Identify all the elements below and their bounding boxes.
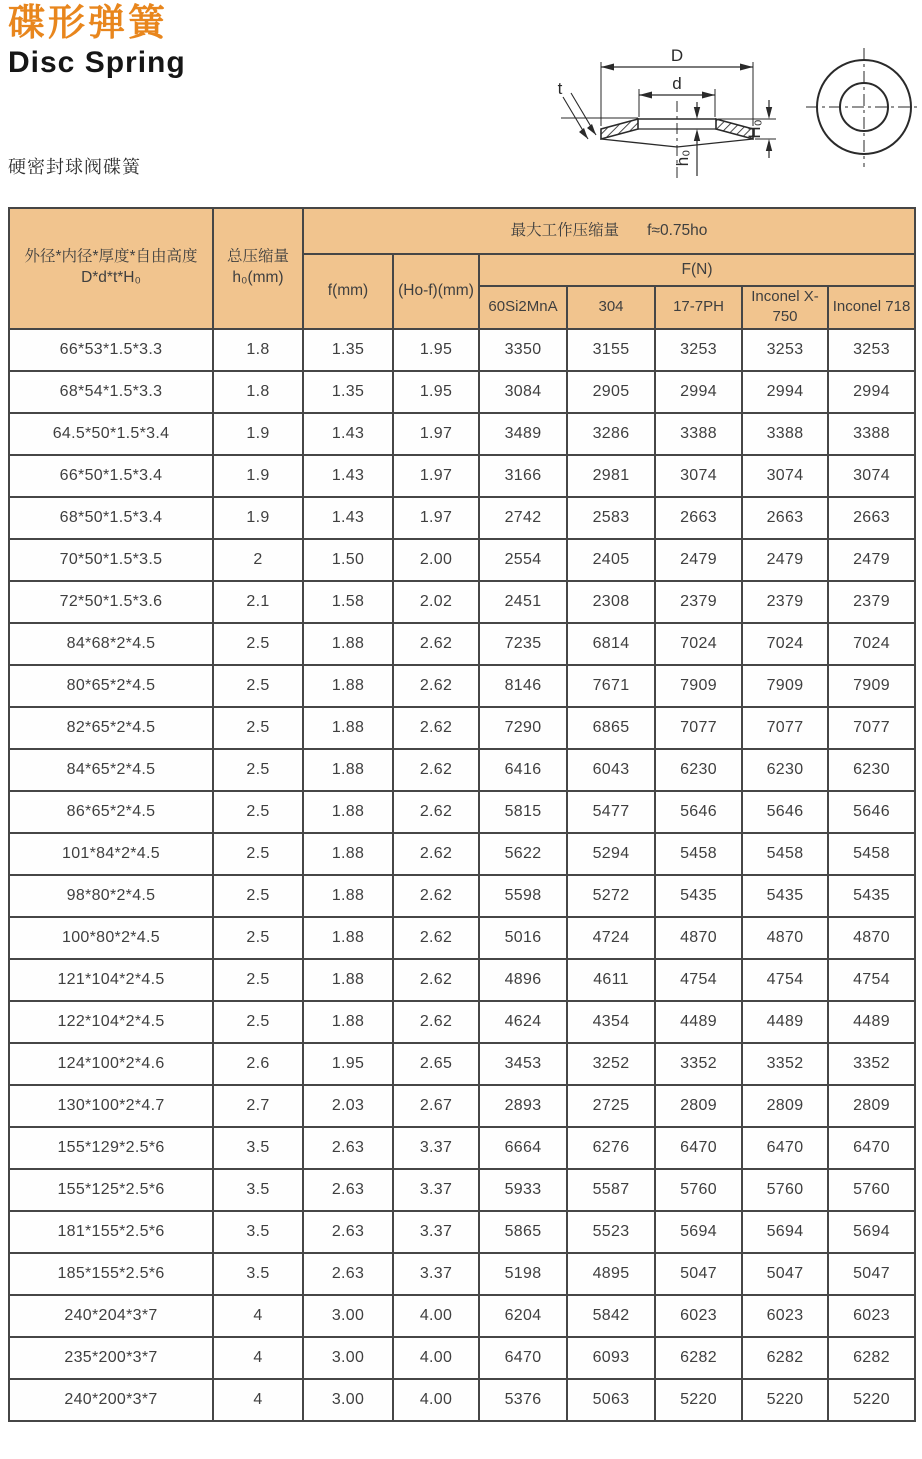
cell-spec: 155*129*2.5*6	[9, 1127, 213, 1169]
cell-value: 2.63	[303, 1127, 393, 1169]
cell-value: 6664	[479, 1127, 567, 1169]
cell-value: 3074	[655, 455, 742, 497]
cell-value: 1.43	[303, 413, 393, 455]
cell-value: 7077	[742, 707, 828, 749]
cell-value: 2	[213, 539, 303, 581]
cell-value: 3352	[655, 1043, 742, 1085]
cell-value: 6093	[567, 1337, 655, 1379]
cell-value: 2742	[479, 497, 567, 539]
header-material-304: 304	[567, 286, 655, 329]
cell-value: 1.9	[213, 455, 303, 497]
cell-value: 2554	[479, 539, 567, 581]
cell-value: 4	[213, 1337, 303, 1379]
cell-spec: 70*50*1.5*3.5	[9, 539, 213, 581]
cell-value: 2.62	[393, 665, 479, 707]
header-ho-minus-f-column: (Ho-f)(mm)	[393, 254, 479, 329]
disc-spring-top-view	[806, 48, 919, 167]
cell-value: 6282	[742, 1337, 828, 1379]
disc-spring-technical-drawing	[548, 34, 920, 202]
cell-value: 4624	[479, 1001, 567, 1043]
cell-value: 5435	[655, 875, 742, 917]
cell-value: 7077	[828, 707, 915, 749]
cell-value: 5646	[655, 791, 742, 833]
table-row	[9, 749, 915, 791]
cell-value: 4896	[479, 959, 567, 1001]
cell-value: 6470	[828, 1127, 915, 1169]
cell-value: 6282	[828, 1337, 915, 1379]
cell-value: 2.1	[213, 581, 303, 623]
cell-value: 2.62	[393, 749, 479, 791]
cell-value: 7909	[828, 665, 915, 707]
cell-value: 5646	[828, 791, 915, 833]
cell-value: 2725	[567, 1085, 655, 1127]
cell-value: 5047	[655, 1253, 742, 1295]
table-row	[9, 1337, 915, 1379]
cell-value: 4	[213, 1295, 303, 1337]
table-row	[9, 917, 915, 959]
table-body	[9, 329, 915, 1421]
cell-value: 4	[213, 1379, 303, 1421]
cell-value: 6865	[567, 707, 655, 749]
cell-value: 4489	[655, 1001, 742, 1043]
cell-value: 2.5	[213, 749, 303, 791]
label-free-height: H₀	[745, 119, 764, 139]
cell-spec: 240*200*3*7	[9, 1379, 213, 1421]
cell-value: 2379	[655, 581, 742, 623]
cell-value: 6043	[567, 749, 655, 791]
header-max-compression	[303, 208, 915, 254]
table-row	[9, 1043, 915, 1085]
cell-value: 5458	[742, 833, 828, 875]
label-thickness: t	[557, 79, 563, 98]
table-row	[9, 1127, 915, 1169]
table-header	[9, 208, 915, 329]
cell-value: 3253	[655, 329, 742, 371]
cell-value: 2.62	[393, 875, 479, 917]
cell-value: 4724	[567, 917, 655, 959]
cell-value: 3.00	[303, 1337, 393, 1379]
cell-value: 3.37	[393, 1127, 479, 1169]
cell-value: 6023	[655, 1295, 742, 1337]
page-title-chinese: 碟形弹簧	[8, 2, 168, 43]
cell-value: 4754	[742, 959, 828, 1001]
cell-value: 6470	[479, 1337, 567, 1379]
cell-value: 3.00	[303, 1295, 393, 1337]
cell-value: 3489	[479, 413, 567, 455]
cell-value: 1.9	[213, 413, 303, 455]
cell-value: 7024	[655, 623, 742, 665]
cell-value: 2479	[828, 539, 915, 581]
cell-value: 3.37	[393, 1169, 479, 1211]
cell-value: 2.5	[213, 665, 303, 707]
cell-value: 5458	[655, 833, 742, 875]
table-row	[9, 791, 915, 833]
table-row	[9, 1085, 915, 1127]
table-row	[9, 959, 915, 1001]
cell-value: 2.5	[213, 917, 303, 959]
cell-value: 1.95	[303, 1043, 393, 1085]
cell-value: 3350	[479, 329, 567, 371]
cell-value: 3388	[828, 413, 915, 455]
cell-value: 1.50	[303, 539, 393, 581]
cell-spec: 98*80*2*4.5	[9, 875, 213, 917]
cell-value: 2451	[479, 581, 567, 623]
cell-value: 2809	[828, 1085, 915, 1127]
cell-value: 4611	[567, 959, 655, 1001]
cell-spec: 66*50*1.5*3.4	[9, 455, 213, 497]
cell-value: 5458	[828, 833, 915, 875]
cell-value: 3.5	[213, 1211, 303, 1253]
cell-spec: 72*50*1.5*3.6	[9, 581, 213, 623]
cell-value: 5694	[655, 1211, 742, 1253]
cell-value: 1.95	[393, 371, 479, 413]
cell-value: 5842	[567, 1295, 655, 1337]
cell-value: 5694	[828, 1211, 915, 1253]
cell-value: 4.00	[393, 1379, 479, 1421]
cell-spec: 235*200*3*7	[9, 1337, 213, 1379]
cell-value: 2.03	[303, 1085, 393, 1127]
header-total-compression-line1: 总压缩量	[226, 248, 289, 266]
cell-value: 6230	[742, 749, 828, 791]
header-spec-line2: D*d*t*H₀	[81, 269, 141, 287]
cell-value: 4870	[742, 917, 828, 959]
cell-value: 5220	[742, 1379, 828, 1421]
cell-value: 1.88	[303, 623, 393, 665]
cell-value: 1.88	[303, 875, 393, 917]
cell-spec: 68*50*1.5*3.4	[9, 497, 213, 539]
cell-value: 4489	[742, 1001, 828, 1043]
cell-value: 5622	[479, 833, 567, 875]
cell-value: 1.8	[213, 329, 303, 371]
table-row	[9, 1169, 915, 1211]
cell-value: 3286	[567, 413, 655, 455]
cell-value: 2.62	[393, 1001, 479, 1043]
header-force-column: F(N)	[479, 254, 915, 286]
cell-value: 2.5	[213, 833, 303, 875]
cell-value: 7909	[655, 665, 742, 707]
cell-value: 2905	[567, 371, 655, 413]
cell-value: 1.97	[393, 455, 479, 497]
cell-value: 1.88	[303, 917, 393, 959]
cell-value: 2.5	[213, 791, 303, 833]
cell-value: 2994	[828, 371, 915, 413]
cell-value: 3155	[567, 329, 655, 371]
cell-value: 1.97	[393, 413, 479, 455]
cell-value: 5435	[742, 875, 828, 917]
cell-value: 4.00	[393, 1295, 479, 1337]
header-total-compression-line2: h₀(mm)	[232, 269, 284, 287]
cell-value: 4489	[828, 1001, 915, 1043]
cell-value: 2308	[567, 581, 655, 623]
table-row	[9, 1253, 915, 1295]
cell-value: 5523	[567, 1211, 655, 1253]
cell-value: 2981	[567, 455, 655, 497]
cell-value: 6230	[828, 749, 915, 791]
cell-value: 3388	[655, 413, 742, 455]
table-row	[9, 707, 915, 749]
cell-spec: 82*65*2*4.5	[9, 707, 213, 749]
table-row	[9, 413, 915, 455]
cell-value: 3352	[742, 1043, 828, 1085]
cell-value: 2479	[655, 539, 742, 581]
cell-value: 2.6	[213, 1043, 303, 1085]
cell-value: 7909	[742, 665, 828, 707]
header-max-compression-formula: f≈0.75ho	[647, 221, 708, 239]
cell-value: 7024	[742, 623, 828, 665]
cell-value: 1.88	[303, 833, 393, 875]
table-row	[9, 497, 915, 539]
cell-spec: 84*65*2*4.5	[9, 749, 213, 791]
cell-spec: 86*65*2*4.5	[9, 791, 213, 833]
cell-value: 2.62	[393, 917, 479, 959]
cell-value: 7290	[479, 707, 567, 749]
header-spec-line1: 外径*内径*厚度*自由高度	[24, 248, 198, 266]
cell-value: 3.5	[213, 1169, 303, 1211]
table-row	[9, 875, 915, 917]
cell-value: 3074	[742, 455, 828, 497]
cell-value: 5477	[567, 791, 655, 833]
cell-value: 3253	[742, 329, 828, 371]
cell-value: 6023	[742, 1295, 828, 1337]
disc-spring-spec-table	[8, 207, 916, 1422]
cell-spec: 130*100*2*4.7	[9, 1085, 213, 1127]
table-row	[9, 1001, 915, 1043]
cell-value: 2994	[742, 371, 828, 413]
cell-value: 2809	[655, 1085, 742, 1127]
cell-value: 5760	[742, 1169, 828, 1211]
cell-value: 3453	[479, 1043, 567, 1085]
cell-value: 2.5	[213, 1001, 303, 1043]
cell-value: 2.7	[213, 1085, 303, 1127]
cell-spec: 100*80*2*4.5	[9, 917, 213, 959]
cell-value: 2.02	[393, 581, 479, 623]
cell-value: 5865	[479, 1211, 567, 1253]
cell-value: 1.88	[303, 1001, 393, 1043]
cell-value: 7077	[655, 707, 742, 749]
cell-value: 5047	[828, 1253, 915, 1295]
cell-value: 5294	[567, 833, 655, 875]
label-cone-height: h₀	[673, 149, 692, 167]
disc-spring-drawing-svg	[548, 34, 920, 202]
cell-value: 2.62	[393, 707, 479, 749]
page-header	[8, 2, 186, 81]
header-spec-column	[9, 208, 213, 329]
cell-value: 3074	[828, 455, 915, 497]
cell-value: 3388	[742, 413, 828, 455]
cell-value: 2663	[828, 497, 915, 539]
table-row	[9, 455, 915, 497]
header-total-compression-column	[213, 208, 303, 329]
cell-value: 1.88	[303, 791, 393, 833]
cell-value: 1.95	[393, 329, 479, 371]
cell-value: 6282	[655, 1337, 742, 1379]
cell-value: 4354	[567, 1001, 655, 1043]
cell-value: 5646	[742, 791, 828, 833]
cell-value: 1.43	[303, 497, 393, 539]
cell-value: 4870	[828, 917, 915, 959]
cell-value: 3084	[479, 371, 567, 413]
cell-value: 7024	[828, 623, 915, 665]
header-material-17-7ph: 17-7PH	[655, 286, 742, 329]
table-row	[9, 581, 915, 623]
cell-value: 2.62	[393, 623, 479, 665]
cell-value: 7235	[479, 623, 567, 665]
cell-spec: 122*104*2*4.5	[9, 1001, 213, 1043]
cell-value: 5598	[479, 875, 567, 917]
cell-value: 1.88	[303, 665, 393, 707]
cell-value: 5220	[828, 1379, 915, 1421]
cell-value: 2583	[567, 497, 655, 539]
table-row	[9, 665, 915, 707]
cell-value: 4.00	[393, 1337, 479, 1379]
cell-value: 5933	[479, 1169, 567, 1211]
cell-value: 5587	[567, 1169, 655, 1211]
cell-value: 4754	[828, 959, 915, 1001]
cell-value: 1.9	[213, 497, 303, 539]
cell-value: 2.62	[393, 791, 479, 833]
page-title-english: Disc Spring	[8, 45, 186, 79]
cell-value: 2405	[567, 539, 655, 581]
section-label: 硬密封球阀碟簧	[8, 157, 141, 177]
table-row	[9, 833, 915, 875]
cell-spec: 185*155*2.5*6	[9, 1253, 213, 1295]
cell-spec: 80*65*2*4.5	[9, 665, 213, 707]
cell-value: 2.5	[213, 623, 303, 665]
cell-value: 6416	[479, 749, 567, 791]
cell-value: 3253	[828, 329, 915, 371]
cell-value: 3.37	[393, 1253, 479, 1295]
cell-value: 3.5	[213, 1127, 303, 1169]
header-material-inconel-x750: Inconel X-750	[742, 286, 828, 329]
cell-value: 2.5	[213, 959, 303, 1001]
cell-value: 3352	[828, 1043, 915, 1085]
cell-value: 5376	[479, 1379, 567, 1421]
cell-value: 1.88	[303, 707, 393, 749]
cell-value: 5815	[479, 791, 567, 833]
table-row	[9, 623, 915, 665]
cell-value: 2663	[742, 497, 828, 539]
cell-spec: 101*84*2*4.5	[9, 833, 213, 875]
header-f-column: f(mm)	[303, 254, 393, 329]
cell-value: 1.43	[303, 455, 393, 497]
cell-value: 2893	[479, 1085, 567, 1127]
cell-value: 4895	[567, 1253, 655, 1295]
cell-value: 1.58	[303, 581, 393, 623]
cell-value: 2379	[828, 581, 915, 623]
cell-value: 6276	[567, 1127, 655, 1169]
label-outer-diameter: D	[670, 46, 684, 65]
cell-value: 5760	[655, 1169, 742, 1211]
cell-value: 5198	[479, 1253, 567, 1295]
table-row	[9, 1379, 915, 1421]
disc-spring-section-view	[561, 62, 776, 182]
table-row	[9, 1295, 915, 1337]
cell-value: 6204	[479, 1295, 567, 1337]
cell-value: 6023	[828, 1295, 915, 1337]
cell-value: 7671	[567, 665, 655, 707]
cell-value: 5694	[742, 1211, 828, 1253]
cell-value: 3252	[567, 1043, 655, 1085]
cell-value: 2379	[742, 581, 828, 623]
cell-value: 2.63	[303, 1169, 393, 1211]
table-row	[9, 329, 915, 371]
cell-value: 2.63	[303, 1253, 393, 1295]
table-row	[9, 371, 915, 413]
cell-spec: 155*125*2.5*6	[9, 1169, 213, 1211]
cell-value: 4754	[655, 959, 742, 1001]
cell-value: 5220	[655, 1379, 742, 1421]
cell-value: 2994	[655, 371, 742, 413]
cell-value: 3166	[479, 455, 567, 497]
cell-value: 1.35	[303, 329, 393, 371]
cell-spec: 121*104*2*4.5	[9, 959, 213, 1001]
cell-value: 2.67	[393, 1085, 479, 1127]
cell-value: 5272	[567, 875, 655, 917]
cell-value: 3.00	[303, 1379, 393, 1421]
cell-value: 3.37	[393, 1211, 479, 1253]
cell-value: 2663	[655, 497, 742, 539]
cell-spec: 124*100*2*4.6	[9, 1043, 213, 1085]
left-cut-face	[601, 119, 638, 139]
cell-value: 6470	[742, 1127, 828, 1169]
cell-value: 6470	[655, 1127, 742, 1169]
cell-value: 6230	[655, 749, 742, 791]
cell-value: 2.65	[393, 1043, 479, 1085]
cell-value: 5016	[479, 917, 567, 959]
cell-value: 2.63	[303, 1211, 393, 1253]
cell-value: 2.62	[393, 959, 479, 1001]
cell-value: 8146	[479, 665, 567, 707]
cell-value: 4870	[655, 917, 742, 959]
cell-value: 2809	[742, 1085, 828, 1127]
cell-spec: 68*54*1.5*3.3	[9, 371, 213, 413]
cell-value: 2.62	[393, 833, 479, 875]
cell-value: 1.88	[303, 959, 393, 1001]
cell-spec: 66*53*1.5*3.3	[9, 329, 213, 371]
cell-spec: 64.5*50*1.5*3.4	[9, 413, 213, 455]
cell-value: 5063	[567, 1379, 655, 1421]
label-inner-diameter: d	[672, 74, 682, 93]
cell-value: 1.97	[393, 497, 479, 539]
header-material-inconel-718: Inconel 718	[828, 286, 915, 329]
cell-spec: 240*204*3*7	[9, 1295, 213, 1337]
header-max-compression-label: 最大工作压缩量	[510, 221, 620, 239]
cell-value: 5435	[828, 875, 915, 917]
cell-value: 2479	[742, 539, 828, 581]
cell-value: 1.88	[303, 749, 393, 791]
cell-value: 6814	[567, 623, 655, 665]
cell-value: 3.5	[213, 1253, 303, 1295]
cell-spec: 181*155*2.5*6	[9, 1211, 213, 1253]
table-row	[9, 1211, 915, 1253]
cell-value: 5760	[828, 1169, 915, 1211]
header-material-60si2mna: 60Si2MnA	[479, 286, 567, 329]
cell-value: 5047	[742, 1253, 828, 1295]
cell-value: 2.00	[393, 539, 479, 581]
table-row	[9, 539, 915, 581]
cell-value: 2.5	[213, 707, 303, 749]
cell-spec: 84*68*2*4.5	[9, 623, 213, 665]
cell-value: 2.5	[213, 875, 303, 917]
cell-value: 1.35	[303, 371, 393, 413]
cell-value: 1.8	[213, 371, 303, 413]
